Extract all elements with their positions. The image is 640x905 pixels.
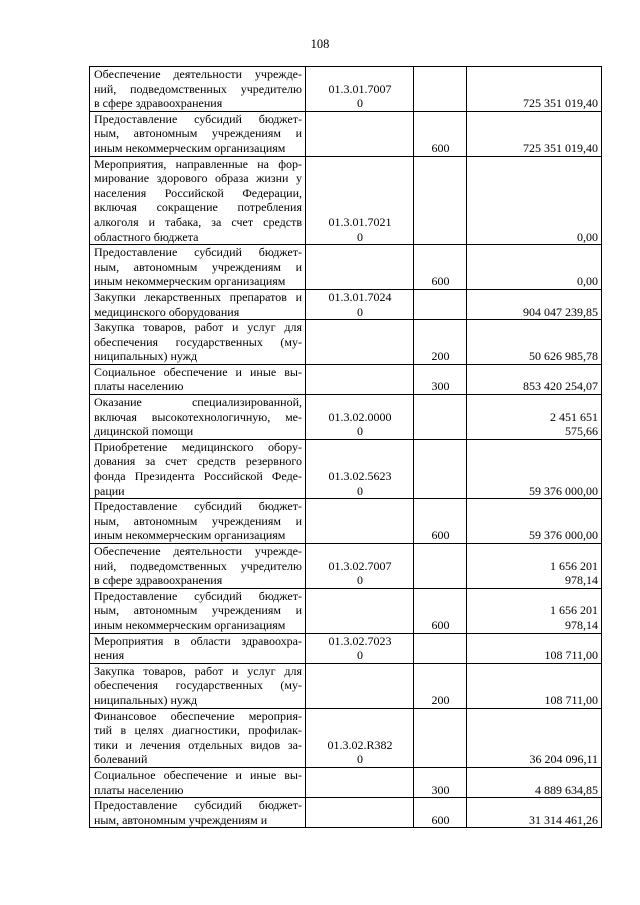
expense-name-cell [90, 111, 306, 156]
amount-cell [467, 588, 602, 633]
expense-type-cell [414, 708, 467, 767]
target-article-code-cell [306, 245, 414, 290]
amount-cell [467, 499, 602, 544]
amount-cell [467, 798, 602, 828]
amount-cell [467, 364, 602, 394]
amount-cell-line: 36 204 096,11 [529, 752, 598, 767]
expense-name-cell-line: Закупки лекарственных препаратов и [94, 289, 302, 304]
expense-name-cell-line: платы населению [94, 782, 184, 797]
table-row [90, 798, 602, 828]
amount-cell [467, 767, 602, 797]
expense-name-cell-line: в сфере здравоохранения [94, 573, 223, 588]
expense-name-cell-line: дования за счет средств резервного [94, 454, 302, 469]
amount-cell [467, 245, 602, 290]
expense-name-cell-line: тики и лечения отдельных видов за- [94, 737, 302, 752]
expense-name-cell-line: Социальное обеспечение и иные вы- [94, 767, 302, 782]
target-article-code-cell [306, 439, 414, 498]
amount-cell-line: 0,00 [577, 229, 598, 244]
expense-name-cell-line: обеспечения государственных (му- [94, 334, 302, 349]
expense-name-cell-line: рации [94, 483, 125, 498]
table-row [90, 111, 602, 156]
expense-name-cell-line: дицинской помощи [94, 424, 194, 439]
target-article-code-cell-line: 01.3.02.7023 [328, 633, 392, 648]
table-row [90, 544, 602, 589]
expense-type-cell [414, 798, 467, 828]
amount-cell [467, 111, 602, 156]
expense-type-cell [414, 633, 467, 663]
expense-name-cell-line: в сфере здравоохранения [94, 96, 223, 111]
expense-name-cell-line: Обеспечение деятельности учрежде- [94, 544, 302, 558]
table-row [90, 364, 602, 394]
target-article-code-cell [306, 499, 414, 544]
expense-name-cell [90, 320, 306, 365]
table-row [90, 633, 602, 663]
target-article-code-cell-line: 0 [357, 483, 363, 498]
target-article-code-cell [306, 708, 414, 767]
amount-cell-line: 108 711,00 [544, 692, 598, 707]
expense-name-cell [90, 499, 306, 544]
target-article-code-cell-line: 01.3.01.7007 [328, 81, 392, 96]
table-row [90, 289, 602, 319]
amount-cell-line: 31 314 461,26 [529, 812, 598, 827]
expense-name-cell-line: обеспечения государственных (му- [94, 678, 302, 693]
expense-name-cell-line: ным, автономным учреждениям и [94, 603, 302, 618]
expense-name-cell-line: Приобретение медицинского обору- [94, 439, 302, 454]
expense-name-cell-line: включая высокотехнологичную, ме- [94, 409, 302, 424]
expense-name-cell-line: Обеспечение деятельности учрежде- [94, 67, 302, 81]
amount-cell-line: 725 351 019,40 [523, 140, 598, 155]
table-row [90, 708, 602, 767]
target-article-code-cell [306, 156, 414, 245]
expense-name-cell-line: Оказание специализированной, [94, 395, 302, 410]
page-number: 108 [310, 37, 330, 51]
target-article-code-cell [306, 767, 414, 797]
expense-type-cell [414, 767, 467, 797]
expense-name-cell-line: Финансовое обеспечение мероприя- [94, 708, 302, 723]
expense-name-cell-line: ний, подведомственных учредителю [94, 81, 302, 96]
target-article-code-cell [306, 395, 414, 440]
expense-name-cell-line: Мероприятия, направленные на фор- [94, 156, 302, 171]
expense-name-cell-line: ным, автономным учреждениям и [94, 812, 268, 827]
target-article-code-cell-line: 0 [357, 424, 363, 439]
expense-name-cell [90, 708, 306, 767]
amount-cell-line: 59 376 000,00 [529, 528, 598, 543]
expense-name-cell-line: платы населению [94, 379, 184, 394]
amount-cell [467, 633, 602, 663]
expense-type-cell [414, 499, 467, 544]
expense-name-cell-line: Мероприятия в области здравоохра- [94, 633, 302, 648]
expense-type-cell [414, 245, 467, 290]
amount-cell [467, 67, 602, 112]
expense-name-cell-line: ний, подведомственных учредителю [94, 558, 302, 573]
expense-name-cell-line: болеваний [94, 752, 148, 767]
expense-name-cell [90, 633, 306, 663]
target-article-code-cell-line: 0 [357, 96, 363, 111]
expense-name-cell-line: ным, автономным учреждениям и [94, 259, 302, 274]
expense-name-cell-line: ниципальных) нужд [94, 692, 198, 707]
expense-name-cell-line: алкоголя и табака, за счет средств [94, 214, 302, 229]
amount-cell-line: 59 376 000,00 [529, 483, 598, 498]
amount-cell [467, 395, 602, 440]
target-article-code-cell [306, 544, 414, 589]
amount-cell [467, 320, 602, 365]
target-article-code-cell-line: 01.3.01.7024 [328, 289, 392, 304]
expense-type-cell-value: 600 [431, 528, 450, 543]
expense-type-cell [414, 111, 467, 156]
expense-name-cell-line: Закупка товаров, работ и услуг для [94, 320, 302, 335]
expense-name-cell [90, 663, 306, 708]
target-article-code-cell-line: 0 [357, 573, 363, 588]
expense-name-cell-line: нения [94, 648, 125, 663]
table-row [90, 245, 602, 290]
amount-cell-line: 0,00 [577, 274, 598, 289]
expense-name-cell-line: фонда Президента Российской Феде- [94, 469, 302, 484]
expense-type-cell-value: 200 [431, 692, 450, 707]
amount-cell [467, 544, 602, 589]
amount-cell-line: 108 711,00 [544, 648, 598, 663]
target-article-code-cell [306, 633, 414, 663]
amount-cell-line: 853 420 254,07 [523, 379, 598, 394]
target-article-code-cell-line: 0 [357, 752, 363, 767]
expense-name-cell [90, 544, 306, 589]
amount-cell-line: 575,66 [565, 424, 598, 439]
expense-type-cell [414, 395, 467, 440]
amount-cell [467, 156, 602, 245]
target-article-code-cell-line: 01.3.01.7021 [328, 214, 392, 229]
table-row [90, 439, 602, 498]
expense-type-cell [414, 320, 467, 365]
expense-name-cell-line: Социальное обеспечение и иные вы- [94, 364, 302, 379]
target-article-code-cell [306, 67, 414, 112]
target-article-code-cell-line: 01.3.02.5623 [328, 469, 392, 484]
expense-type-cell-value: 600 [431, 812, 450, 827]
expense-name-cell-line: Предоставление субсидий бюджет- [94, 111, 302, 126]
expense-name-cell [90, 767, 306, 797]
table-row [90, 67, 602, 112]
expense-name-cell-line: медицинского оборудования [94, 304, 240, 319]
target-article-code-cell [306, 320, 414, 365]
expense-name-cell-line: Предоставление субсидий бюджет- [94, 245, 302, 260]
amount-cell-line: 1 656 201 [550, 603, 598, 618]
target-article-code-cell [306, 111, 414, 156]
expense-name-cell-line: Предоставление субсидий бюджет- [94, 798, 302, 813]
target-article-code-cell-line: 01.3.02.7007 [328, 558, 392, 573]
amount-cell-line: 2 451 651 [550, 409, 598, 424]
expense-name-cell [90, 395, 306, 440]
expense-type-cell-value: 600 [431, 274, 450, 289]
expense-type-cell-value: 300 [431, 782, 450, 797]
amount-cell [467, 708, 602, 767]
amount-cell-line: 50 626 985,78 [529, 349, 598, 364]
amount-cell [467, 289, 602, 319]
expense-type-cell [414, 588, 467, 633]
table-row [90, 499, 602, 544]
expense-name-cell-line: Предоставление субсидий бюджет- [94, 499, 302, 514]
target-article-code-cell [306, 289, 414, 319]
expense-type-cell [414, 364, 467, 394]
expense-name-cell [90, 439, 306, 498]
target-article-code-cell-line: 01.3.02.0000 [328, 409, 392, 424]
table-row [90, 320, 602, 365]
expense-name-cell [90, 364, 306, 394]
table-row [90, 663, 602, 708]
expense-name-cell-line: ниципальных) нужд [94, 349, 198, 364]
expense-type-cell-value: 600 [431, 617, 450, 632]
expense-type-cell [414, 663, 467, 708]
expense-name-cell-line: тий в целях диагностики, профилак- [94, 723, 302, 738]
expense-type-cell [414, 439, 467, 498]
table-row [90, 767, 602, 797]
amount-cell-line: 1 656 201 [550, 558, 598, 573]
expense-type-cell [414, 156, 467, 245]
expense-name-cell [90, 245, 306, 290]
expense-type-cell-value: 200 [431, 349, 450, 364]
expense-name-cell [90, 67, 306, 112]
expense-type-cell-value: 300 [431, 379, 450, 394]
target-article-code-cell-line: 0 [357, 229, 363, 244]
expense-name-cell-line: ным, автономным учреждениям и [94, 126, 302, 141]
expense-name-cell-line: включая сокращение потребления [94, 200, 302, 215]
expense-name-cell-line: иным некоммерческим организациям [94, 140, 286, 155]
expense-name-cell-line: иным некоммерческим организациям [94, 528, 286, 543]
expense-name-cell-line: ным, автономным учреждениям и [94, 513, 302, 528]
amount-cell-line: 904 047 239,85 [523, 304, 598, 319]
expense-name-cell [90, 289, 306, 319]
budget-table [89, 66, 602, 828]
expense-name-cell-line: Предоставление субсидий бюджет- [94, 588, 302, 603]
expense-type-cell [414, 544, 467, 589]
target-article-code-cell [306, 588, 414, 633]
target-article-code-cell-line: 01.3.02.R382 [327, 737, 393, 752]
expense-name-cell-line: иным некоммерческим организациям [94, 617, 286, 632]
expense-name-cell-line: Закупка товаров, работ и услуг для [94, 663, 302, 678]
amount-cell-line: 725 351 019,40 [523, 96, 598, 111]
expense-name-cell-line: населения Российской Федерации, [94, 185, 302, 200]
target-article-code-cell [306, 798, 414, 828]
budget-table-body [90, 67, 602, 828]
expense-name-cell [90, 156, 306, 245]
target-article-code-cell-line: 0 [357, 648, 363, 663]
amount-cell-line: 4 889 634,85 [535, 782, 598, 797]
table-row [90, 156, 602, 245]
expense-name-cell [90, 588, 306, 633]
expense-type-cell-value: 600 [431, 140, 450, 155]
target-article-code-cell-line: 0 [357, 304, 363, 319]
amount-cell-line: 978,14 [565, 617, 598, 632]
expense-name-cell [90, 798, 306, 828]
amount-cell-line: 978,14 [565, 573, 598, 588]
amount-cell [467, 663, 602, 708]
expense-name-cell-line: иным некоммерческим организациям [94, 274, 286, 289]
expense-name-cell-line: областного бюджета [94, 229, 199, 244]
expense-name-cell-line: мирование здорового образа жизни у [94, 171, 302, 186]
table-row [90, 395, 602, 440]
expense-type-cell [414, 67, 467, 112]
table-row [90, 588, 602, 633]
expense-type-cell [414, 289, 467, 319]
target-article-code-cell [306, 364, 414, 394]
target-article-code-cell [306, 663, 414, 708]
amount-cell [467, 439, 602, 498]
